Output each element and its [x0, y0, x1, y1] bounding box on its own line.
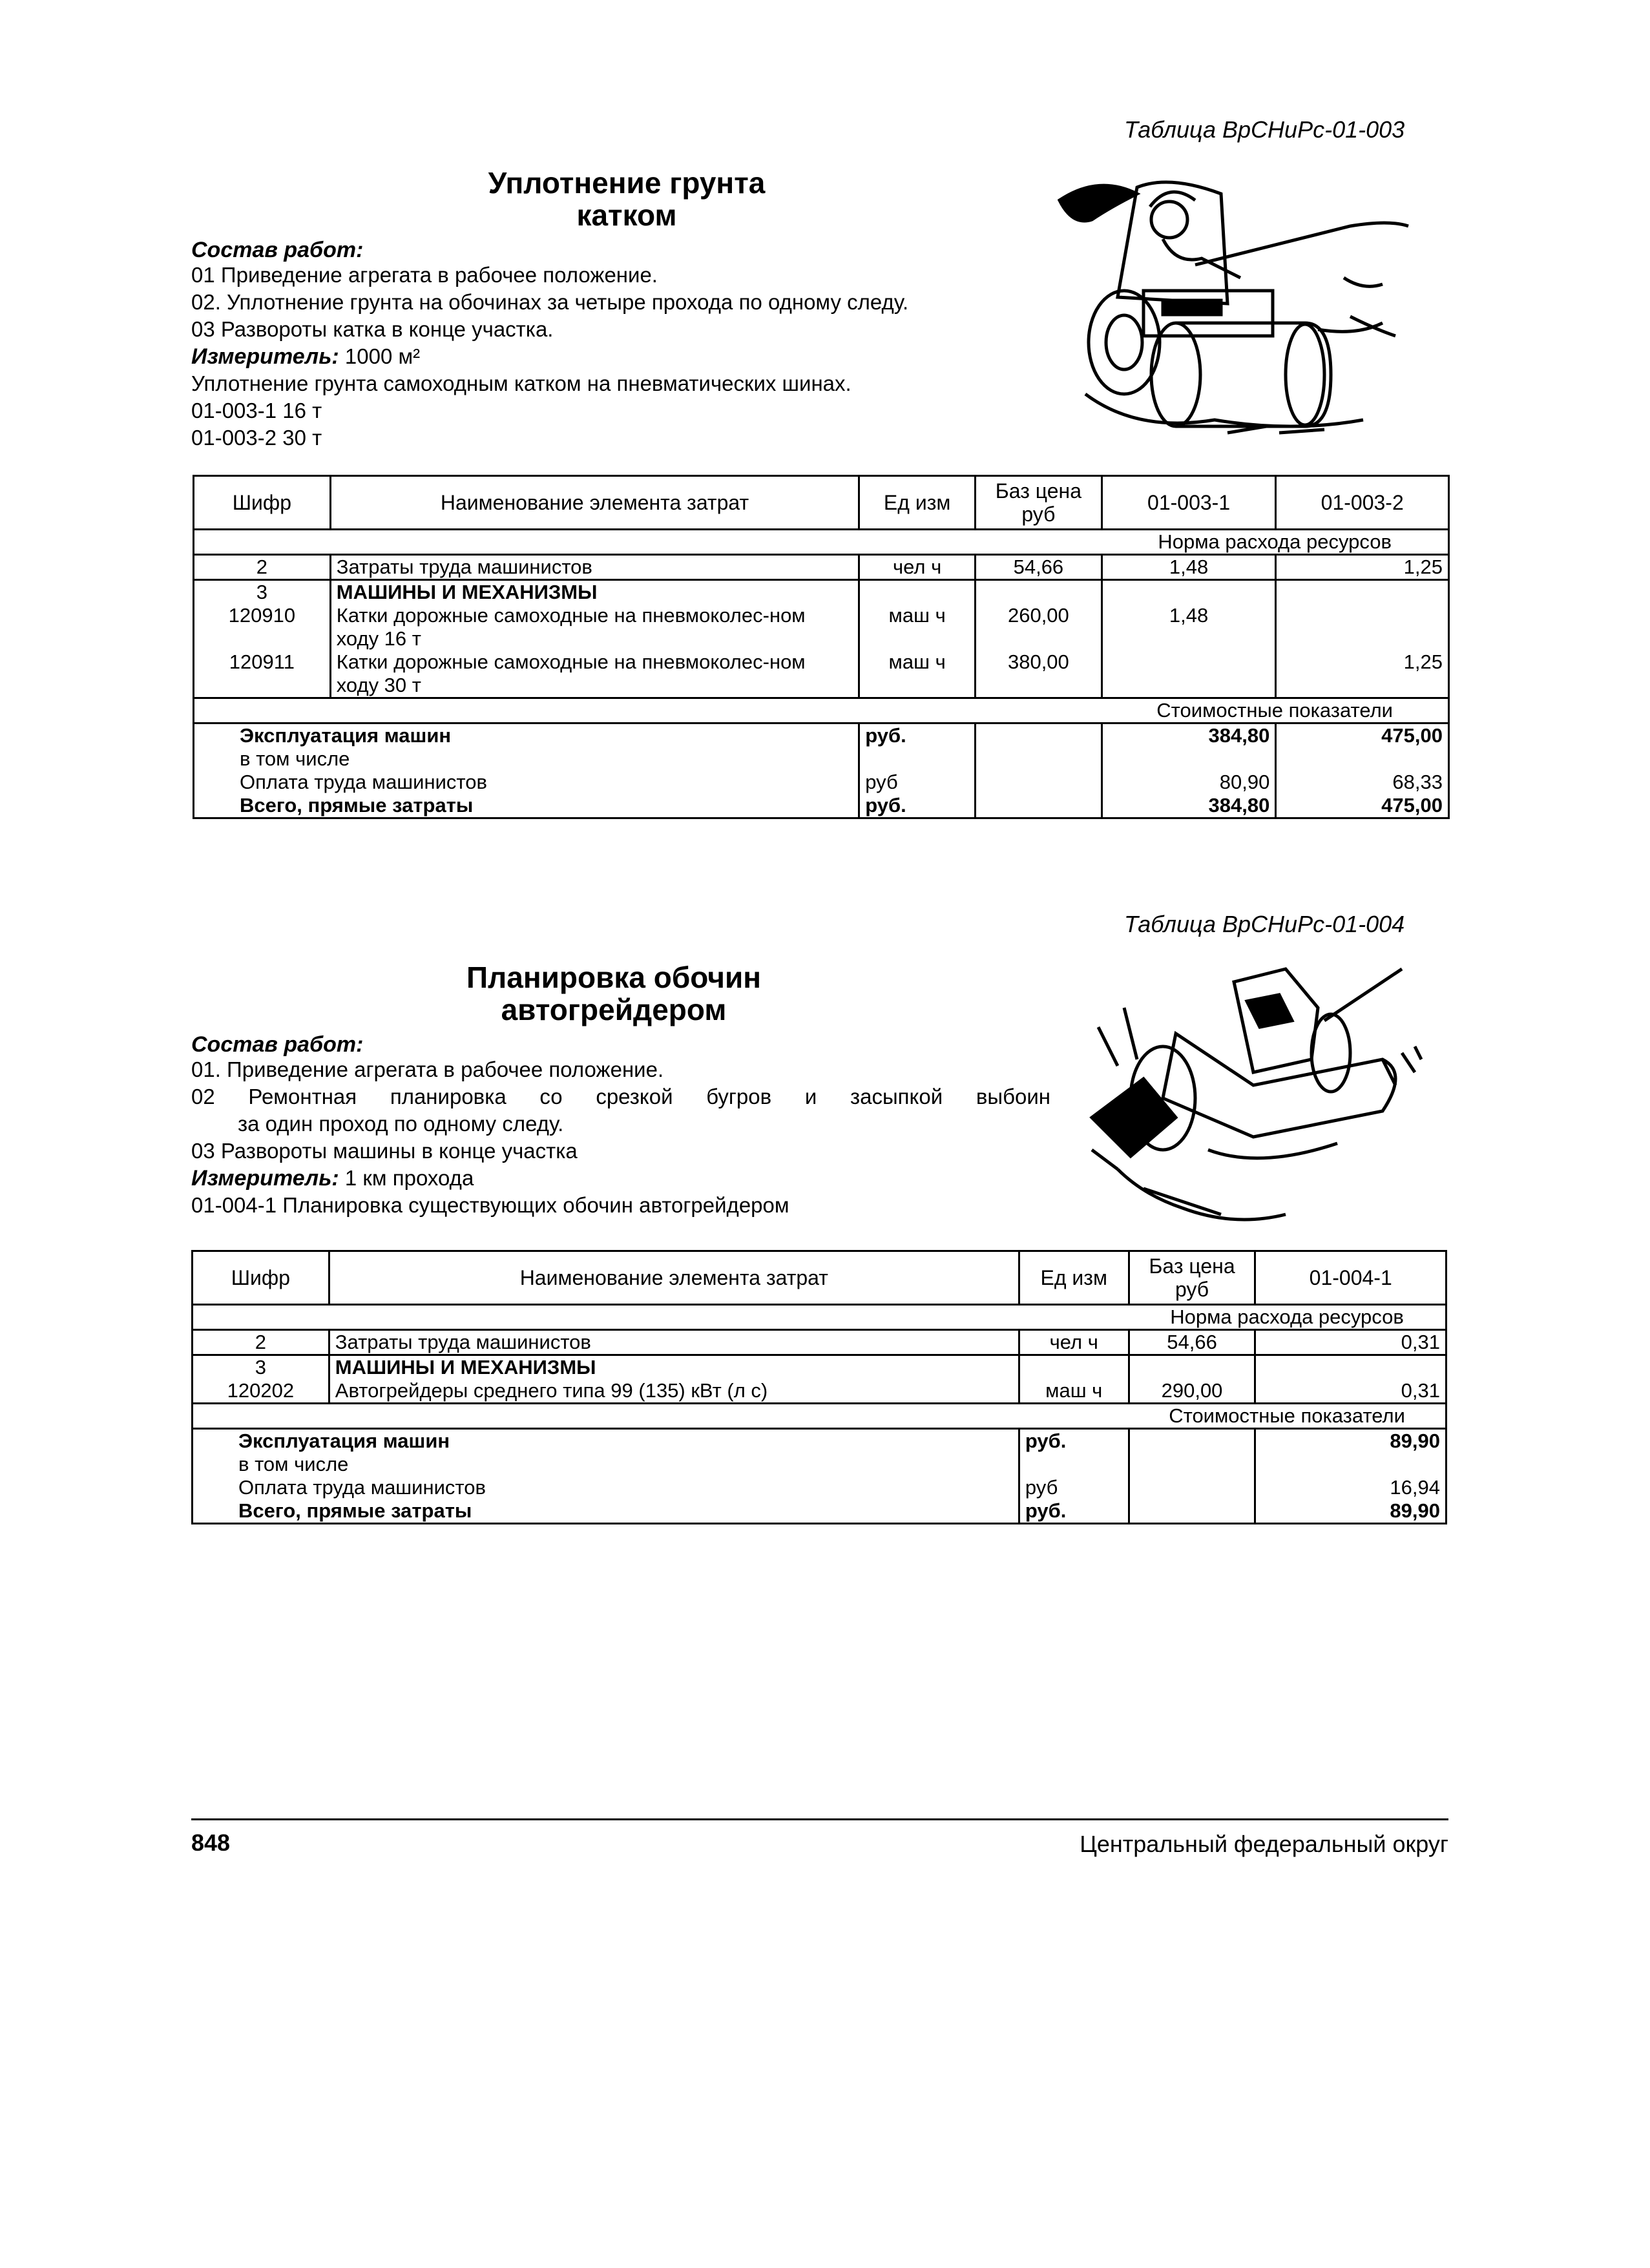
- norma-label: Норма расхода ресурсов: [1129, 1305, 1446, 1330]
- footer-divider: [191, 1818, 1448, 1820]
- col-code-1: 01-003-1: [1102, 476, 1276, 530]
- footer-region: Центральный федеральный округ: [1080, 1831, 1448, 1857]
- cost-row: Эксплуатация машин руб. 89,90: [193, 1429, 1446, 1453]
- table-row: 3 МАШИНЫ И МЕХАНИЗМЫ: [193, 1355, 1446, 1380]
- description: 01-004-1 Планировка существующих обочин автогрейдером: [191, 1193, 789, 1217]
- table-ref-1: Таблица ВрСНиРс-01-003: [1124, 116, 1405, 143]
- table-row: 120910 Катки дорожные самоходные на пневмоколес-ном ходу 16 т маш ч 260,00 1,48: [194, 604, 1449, 650]
- izmer-value: 1000 м²: [344, 344, 421, 368]
- page-number: 848: [191, 1829, 231, 1856]
- col-code-1: 01-004-1: [1255, 1251, 1446, 1305]
- section-title-2: Планировка обочин автогрейдером: [466, 961, 762, 1026]
- road-roller-illustration: [1047, 161, 1415, 446]
- table-row: 3 МАШИНЫ И МЕХАНИЗМЫ: [194, 580, 1449, 605]
- table-row: 2 Затраты труда машинистов чел ч 54,66 1,48 1,25: [194, 555, 1449, 580]
- step-item: 03 Развороты катка в конце участка.: [191, 317, 554, 341]
- cost-row: Всего, прямые затраты руб. 89,90: [193, 1499, 1446, 1524]
- norm-table-1: [193, 475, 1450, 819]
- norma-row: [194, 530, 1449, 555]
- table-header: [194, 476, 1449, 530]
- cost-row: Оплата труда машинистов руб 16,94: [193, 1476, 1446, 1499]
- col-ed: Ед изм: [859, 476, 976, 530]
- steps-2: [191, 1056, 1050, 1219]
- cost-row: Эксплуатация машин руб. 384,80 475,00: [194, 723, 1449, 748]
- izmer-line: [191, 343, 908, 370]
- step-item: 02 Ремонтная планировка со срезкой бугров и засыпкой выбоин: [191, 1085, 1050, 1108]
- cost-row: в том числе: [193, 1453, 1446, 1476]
- stoim-label: Стоимостные показатели: [1129, 1404, 1446, 1429]
- table-header: [193, 1251, 1446, 1305]
- step-item: за один проход по одному следу.: [238, 1112, 564, 1136]
- col-ed: Ед изм: [1019, 1251, 1129, 1305]
- izmer-label: Измеритель:: [191, 1166, 339, 1191]
- izmer-value: 1 км прохода: [344, 1166, 474, 1190]
- cost-row: Оплата труда машинистов руб 80,90 68,33: [194, 771, 1449, 794]
- step-item: 03 Развороты машины в конце участка: [191, 1139, 578, 1163]
- step-item: 02. Уплотнение грунта на обочинах за четыре прохода по одному следу.: [191, 290, 909, 314]
- cost-row: в том числе: [194, 747, 1449, 771]
- table-ref-2: Таблица ВрСНиРс-01-004: [1124, 911, 1405, 937]
- stoim-label: Стоимостные показатели: [1102, 698, 1448, 723]
- step-item: 01 Приведение агрегата в рабочее положение.: [191, 263, 658, 287]
- col-price: Баз цена руб: [976, 476, 1102, 530]
- norma-label: Норма расхода ресурсов: [1102, 530, 1448, 555]
- variant-item: 01-003-1 16 т: [191, 399, 322, 422]
- col-name: Наименование элемента затрат: [329, 1251, 1019, 1305]
- col-code-2: 01-003-2: [1276, 476, 1449, 530]
- izmer-line: [191, 1165, 1050, 1192]
- norma-row: [193, 1305, 1446, 1330]
- variant-item: 01-003-2 30 т: [191, 426, 322, 450]
- norm-table-2: [191, 1250, 1447, 1524]
- col-shifr: Шифр: [193, 1251, 329, 1305]
- step-item: 01. Приведение агрегата в рабочее положение.: [191, 1057, 664, 1081]
- table-row: 120202 Автогрейдеры среднего типа 99 (135) кВт (л с) маш ч 290,00 0,31: [193, 1379, 1446, 1404]
- steps-1: [191, 262, 908, 452]
- col-shifr: Шифр: [194, 476, 331, 530]
- sostav-label-2: Состав работ:: [191, 1032, 364, 1057]
- section-title-1: Уплотнение грунта катком: [488, 166, 766, 232]
- table-row: 120911 Катки дорожные самоходные на пневмоколес-ном ходу 30 т маш ч 380,00 1,25: [194, 650, 1449, 698]
- motor-grader-illustration: [1079, 956, 1441, 1234]
- table-row: 2 Затраты труда машинистов чел ч 54,66 0,31: [193, 1330, 1446, 1355]
- description: Уплотнение грунта самоходным катком на пневматических шинах.: [191, 371, 851, 395]
- col-name: Наименование элемента затрат: [330, 476, 859, 530]
- cost-row: Всего, прямые затраты руб. 384,80 475,00: [194, 794, 1449, 818]
- stoim-row: [194, 698, 1449, 723]
- sostav-label-1: Состав работ:: [191, 238, 364, 262]
- izmer-label: Измеритель:: [191, 344, 339, 369]
- col-price: Баз цена руб: [1129, 1251, 1255, 1305]
- stoim-row: [193, 1404, 1446, 1429]
